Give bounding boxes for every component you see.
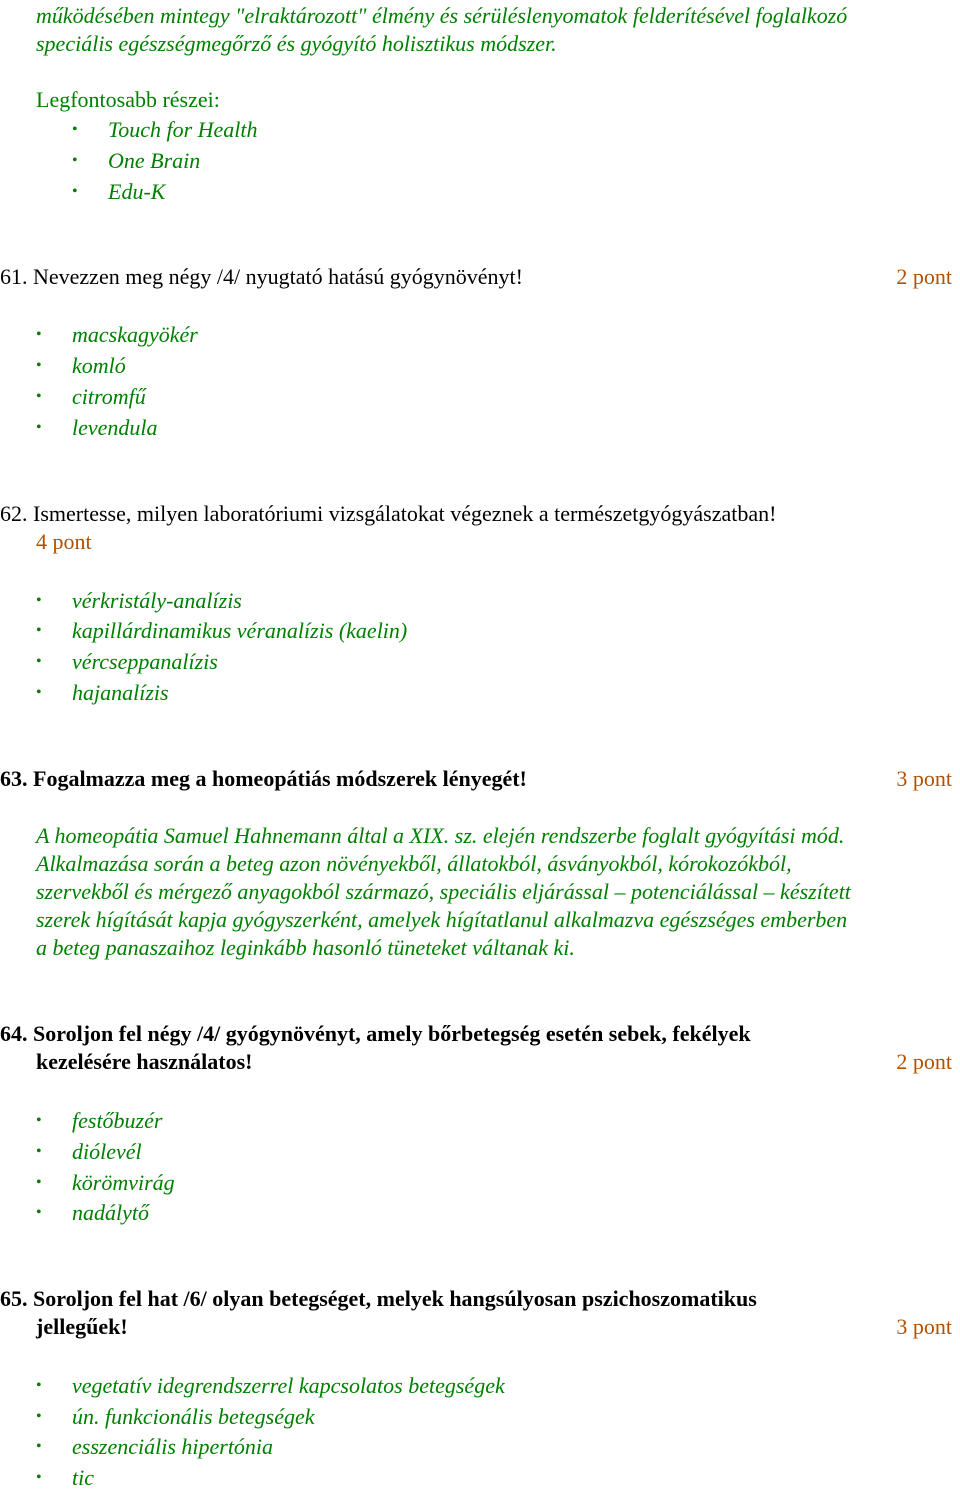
question-65-text-line-2: jellegűek! bbox=[36, 1314, 128, 1339]
bullet-icon: • bbox=[36, 1174, 42, 1191]
bullet-icon: • bbox=[36, 326, 42, 343]
bullet-icon: • bbox=[72, 121, 78, 138]
intro-line-2: speciális egészségmegőrző és gyógyító holisztikus módszer. bbox=[36, 31, 557, 56]
bullet-icon: • bbox=[36, 684, 42, 701]
bullet-icon: • bbox=[36, 388, 42, 405]
bullet-icon: • bbox=[72, 152, 78, 169]
document-page: működésében mintegy "elraktározott" élmény és sérüléslenyomatok felderítésével foglalkozó speciális egészségmegőrző és gyógyító holisztikus módszer. Legfontosabb részei: • Touch for Health • One Brain • Edu-K 61. Nevezzen meg négy /4/ nyugtató hatású gyógynövényt! 2 pont • macskagyökér • komló • citromfű • levendula 62. Ismertesse, milyen laboratóriumi vizsgálatokat végeznek a természetgyógyászatban! 4 pont • vérkristály-analízis • kapillárdinamikus véranalízis (kaelin) • vércseppanalízis • hajanalízis 63. Fogalmazza meg a homeopátiás módszerek lényegét! 3 pont A homeopátia Samuel Hahnemann által a XIX. sz. elején rendszerbe foglalt gyógyítási mód. Alkalmazása során a beteg azon növényekből, állatokból, ásványokból, kórokozókból, szervekből és mérgező anyagokból származó, speciális eljárással – potenciálással – készített szerek hígítását kapja gyógyszerként, amelyek hígítatlanul alkalmazva egészséges emberben a beteg panaszaihoz leginkább hasonló tüneteket váltanak ki. 64. Soroljon fel négy /4/ gyógynövényt, amely bőrbetegség esetén sebek, fekélyek kezelésére használatos! 2 pont • festőbuzér • diólevél • körömvirág • nadálytő 65. Soroljon fel hat /6/ olyan betegséget, melyek hangsúlyosan pszichoszomatikus jellegűek! 3 pont • vegetatív idegrendszerrel kapcsolatos betegségek • ún. funkcionális betegségek • esszenciális hipertónia • tic bbox=[0, 3, 952, 1490]
bullet-icon: • bbox=[36, 592, 42, 609]
bullet-icon: • bbox=[36, 1377, 42, 1394]
question-62-points: 4 pont bbox=[36, 529, 92, 554]
bullet-icon: • bbox=[36, 1204, 42, 1221]
answer-line: szervekből és mérgező anyagokból származó, speciális eljárással – potenciálással – készített bbox=[36, 879, 851, 904]
question-61-points: 2 pont bbox=[896, 264, 952, 289]
question-64-points: 2 pont bbox=[896, 1049, 952, 1074]
bullet-icon: • bbox=[36, 357, 42, 374]
bullet-icon: • bbox=[36, 1438, 42, 1455]
intro-heading: Legfontosabb részei: bbox=[36, 87, 220, 112]
intro-line-1: működésében mintegy "elraktározott" élmény és sérüléslenyomatok felderítésével foglalkozó bbox=[36, 3, 848, 28]
answer-line: A homeopátia Samuel Hahnemann által a XIX. sz. elején rendszerbe foglalt gyógyítási mód. bbox=[36, 823, 845, 848]
answer-line: Alkalmazása során a beteg azon növényekből, állatokból, ásványokból, kórokozókból, bbox=[36, 851, 792, 876]
bullet-icon: • bbox=[36, 622, 42, 639]
bullet-icon: • bbox=[36, 419, 42, 436]
question-63-points: 3 pont bbox=[896, 766, 952, 791]
bullet-icon: • bbox=[72, 183, 78, 200]
bullet-icon: • bbox=[36, 1408, 42, 1425]
bullet-icon: • bbox=[36, 1112, 42, 1129]
answer-line: a beteg panaszaihoz leginkább hasonló tüneteket váltanak ki. bbox=[36, 935, 575, 960]
question-63-text: 63. Fogalmazza meg a homeopátiás módszerek lényegét! bbox=[0, 766, 527, 791]
bullet-icon: • bbox=[36, 1469, 42, 1486]
question-65-text-line-1: 65. Soroljon fel hat /6/ olyan betegséget, melyek hangsúlyosan pszichoszomatikus bbox=[0, 1286, 757, 1311]
bullet-icon: • bbox=[36, 1143, 42, 1160]
question-64-text-line-2: kezelésére használatos! bbox=[36, 1049, 253, 1074]
answer-line: szerek hígítását kapja gyógyszerként, amelyek hígítatlanul alkalmazva egészséges emberben bbox=[36, 907, 848, 932]
question-62-text: 62. Ismertesse, milyen laboratóriumi vizsgálatokat végeznek a természetgyógyászatban! bbox=[0, 501, 777, 526]
question-64-text-line-1: 64. Soroljon fel négy /4/ gyógynövényt, amely bőrbetegség esetén sebek, fekélyek bbox=[0, 1021, 751, 1046]
question-65-points: 3 pont bbox=[896, 1314, 952, 1339]
question-61-text: 61. Nevezzen meg négy /4/ nyugtató hatású gyógynövényt! bbox=[0, 264, 523, 289]
bullet-icon: • bbox=[36, 653, 42, 670]
